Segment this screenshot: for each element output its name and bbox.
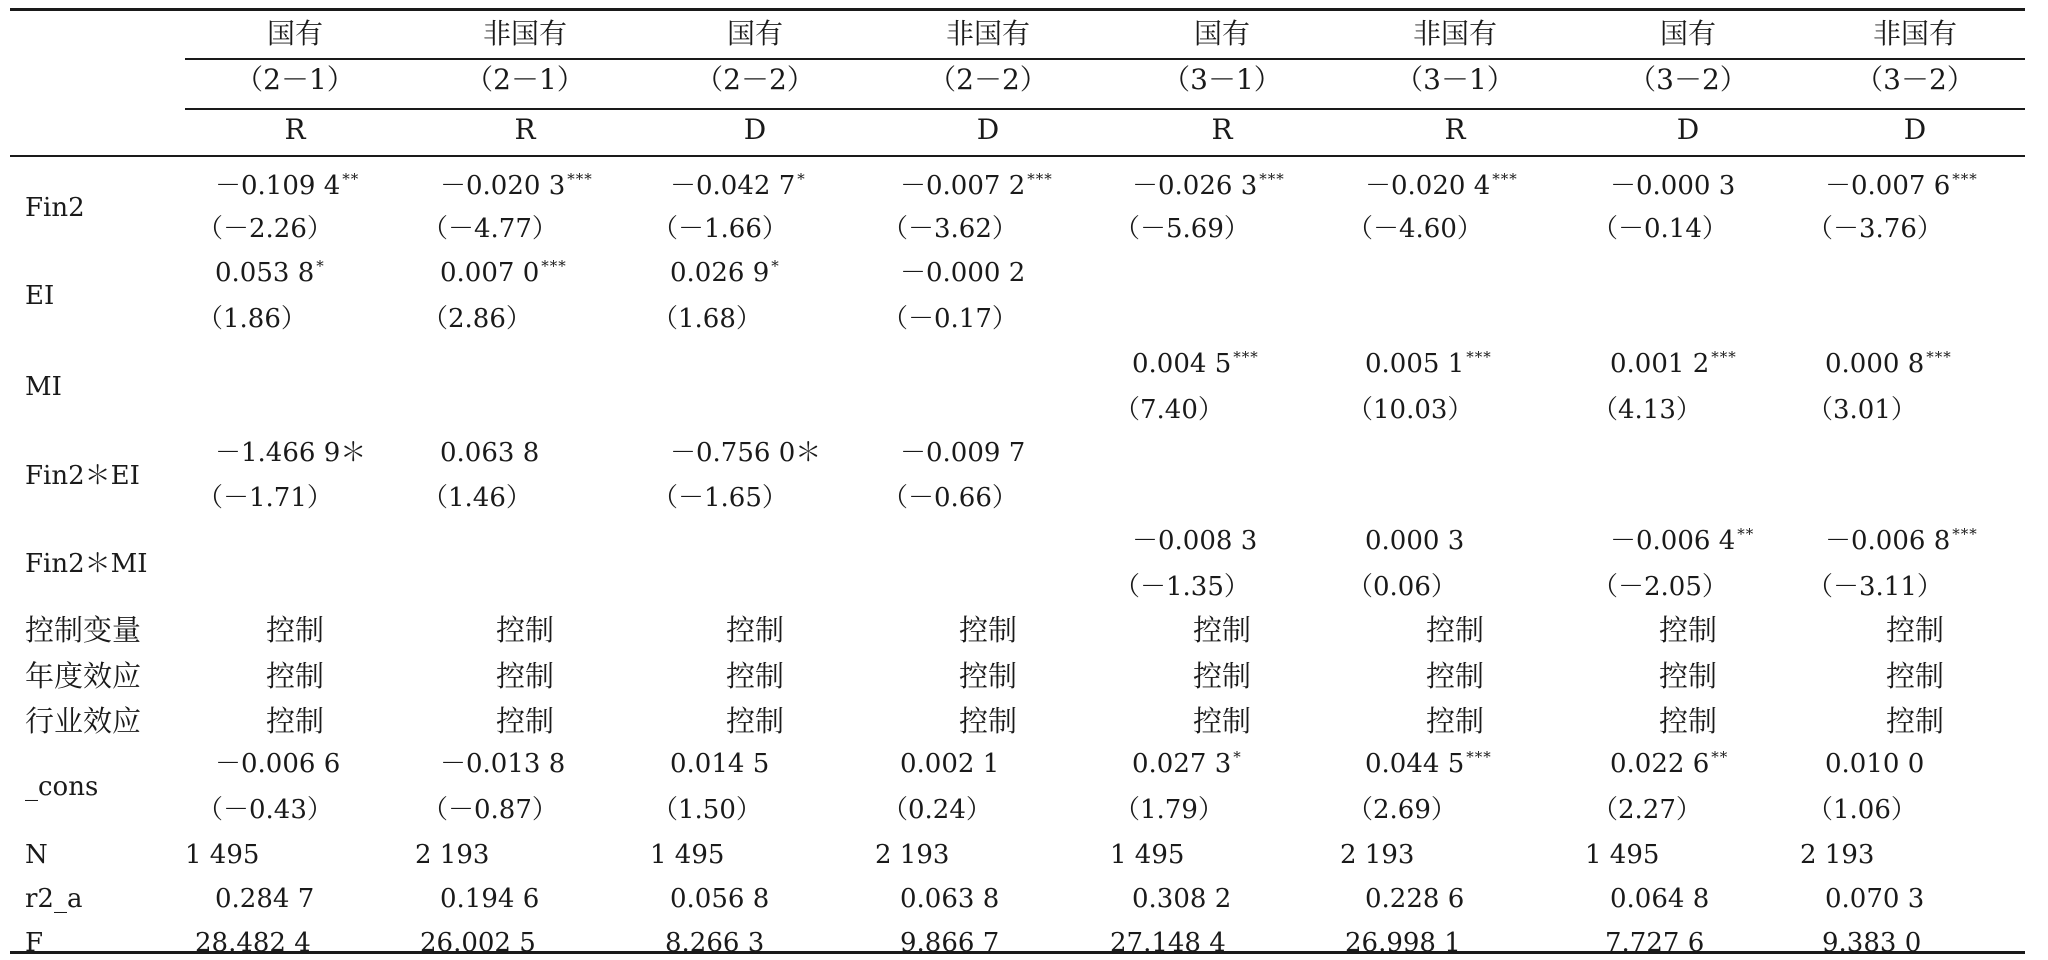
significance-stars: * — [797, 170, 806, 188]
n-value: 2 193 — [415, 840, 490, 870]
header-ownership-7: 国有 — [1659, 17, 1716, 50]
header-model-7: （3－2） — [1628, 63, 1748, 96]
coef-cell: 0.010 0 — [1825, 749, 1925, 779]
header-model-2: （2－1） — [465, 63, 585, 96]
header-dependent-3: D — [743, 113, 767, 146]
row-label: r2_a — [25, 884, 83, 914]
significance-stars: ** — [1711, 748, 1729, 766]
row-label: EI — [25, 281, 55, 311]
control-value: 控制 — [1425, 613, 1484, 647]
control-value: 控制 — [725, 659, 784, 693]
r2a-value: 0.064 8 — [1610, 884, 1710, 914]
header-rule-2 — [185, 108, 2025, 110]
t-stat-cell: （2.69） — [1347, 795, 1457, 825]
header-model-1: （2－1） — [235, 63, 355, 96]
significance-stars: *** — [1259, 170, 1285, 188]
header-dependent-6: R — [1444, 113, 1466, 146]
coef-cell: －0.756 0＊ — [670, 438, 822, 468]
header-ownership-2: 非国有 — [482, 17, 567, 50]
header-dependent-8: D — [1903, 113, 1927, 146]
significance-stars: *** — [1233, 348, 1259, 366]
control-value: 控制 — [495, 704, 554, 738]
t-stat-cell: （1.50） — [652, 795, 762, 825]
n-value: 2 193 — [875, 840, 950, 870]
t-stat-cell: （4.13） — [1592, 395, 1702, 425]
header-model-3: （2－2） — [695, 63, 815, 96]
row-label: Fin2 — [25, 192, 85, 223]
coef-cell: －1.466 9＊ — [215, 438, 367, 468]
coef-cell: －0.026 3 *** — [1132, 170, 1285, 201]
n-value: 2 193 — [1340, 840, 1415, 870]
header-ownership-3: 国有 — [726, 17, 783, 50]
control-label: 行业效应 — [25, 704, 142, 738]
control-value: 控制 — [1885, 659, 1944, 693]
t-stat-cell: （－0.14） — [1592, 214, 1728, 244]
coef-cell: －0.000 2 — [900, 258, 1026, 288]
f-value: 26.002 5 — [420, 928, 536, 958]
coef-cell: －0.000 3 — [1610, 171, 1736, 201]
control-value: 控制 — [1192, 613, 1251, 647]
coef-cell: 0.022 6 ** — [1610, 748, 1729, 779]
t-stat-cell: （－0.66） — [882, 483, 1018, 513]
t-stat-cell: （－4.60） — [1347, 214, 1483, 244]
significance-stars: ** — [1737, 525, 1755, 543]
r2a-value: 0.308 2 — [1132, 884, 1232, 914]
t-stat-cell: （0.06） — [1347, 572, 1457, 602]
t-stat-cell: （－1.65） — [652, 483, 788, 513]
t-stat-cell: （3.01） — [1807, 395, 1917, 425]
coef-cell: －0.020 3 *** — [440, 170, 593, 201]
header-dependent-4: D — [976, 113, 1000, 146]
significance-stars: *** — [1466, 348, 1492, 366]
control-label: 控制变量 — [25, 613, 142, 647]
n-value: 1 495 — [185, 840, 260, 870]
significance-stars: *** — [1492, 170, 1518, 188]
t-stat-cell: （－0.17） — [882, 304, 1018, 334]
control-value: 控制 — [1192, 659, 1251, 693]
coef-cell: －0.006 8 *** — [1825, 525, 1978, 556]
top-rule — [10, 8, 2025, 11]
header-model-8: （3－2） — [1855, 63, 1975, 96]
t-stat-cell: （－2.05） — [1592, 572, 1728, 602]
coef-cell: 0.000 3 — [1365, 526, 1465, 556]
header-ownership-8: 非国有 — [1872, 17, 1957, 50]
r2a-value: 0.063 8 — [900, 884, 1000, 914]
header-dependent-5: R — [1211, 113, 1233, 146]
control-value: 控制 — [1658, 613, 1717, 647]
coef-cell: －0.109 4 ** — [215, 170, 360, 201]
control-value: 控制 — [1192, 704, 1251, 738]
r2a-value: 0.194 6 — [440, 884, 540, 914]
significance-stars: *** — [1027, 170, 1053, 188]
row-label: MI — [25, 372, 62, 402]
header-model-6: （3－1） — [1395, 63, 1515, 96]
t-stat-cell: （－5.69） — [1114, 214, 1250, 244]
f-value: 27.148 4 — [1110, 928, 1226, 958]
t-stat-cell: （－0.43） — [197, 795, 333, 825]
control-value: 控制 — [1885, 704, 1944, 738]
control-value: 控制 — [1885, 613, 1944, 647]
t-stat-cell: （10.03） — [1347, 395, 1474, 425]
t-stat-cell: （2.86） — [422, 304, 532, 334]
control-value: 控制 — [495, 613, 554, 647]
coef-cell: 0.007 0 *** — [440, 257, 567, 288]
header-rule-1 — [185, 58, 2025, 60]
r2a-value: 0.070 3 — [1825, 884, 1925, 914]
significance-stars: *** — [1711, 348, 1737, 366]
coef-cell: －0.042 7 * — [670, 170, 806, 201]
t-stat-cell: （－2.26） — [197, 214, 333, 244]
t-stat-cell: （7.40） — [1114, 395, 1224, 425]
coef-cell: －0.007 6 *** — [1825, 170, 1978, 201]
header-dependent-7: D — [1676, 113, 1700, 146]
t-stat-cell: （－1.35） — [1114, 572, 1250, 602]
significance-stars: * — [1233, 748, 1242, 766]
n-value: 1 495 — [1585, 840, 1660, 870]
header-dependent-2: R — [514, 113, 536, 146]
header-model-4: （2－2） — [928, 63, 1048, 96]
header-bottom-rule — [10, 155, 2025, 157]
control-value: 控制 — [1658, 659, 1717, 693]
control-label: 年度效应 — [25, 659, 142, 693]
control-value: 控制 — [1658, 704, 1717, 738]
n-value: 2 193 — [1800, 840, 1875, 870]
coef-cell: 0.044 5 *** — [1365, 748, 1492, 779]
n-value: 1 495 — [1110, 840, 1185, 870]
coef-cell: 0.063 8 — [440, 438, 540, 468]
t-stat-cell: （1.46） — [422, 483, 532, 513]
coef-cell: 0.026 9 * — [670, 257, 780, 288]
coef-cell: 0.053 8 * — [215, 257, 325, 288]
r2a-value: 0.284 7 — [215, 884, 315, 914]
t-stat-cell: （1.79） — [1114, 795, 1224, 825]
f-value: 9.866 7 — [900, 928, 1000, 958]
control-value: 控制 — [1425, 659, 1484, 693]
t-stat-cell: （1.06） — [1807, 795, 1917, 825]
significance-stars: *** — [1466, 748, 1492, 766]
control-value: 控制 — [958, 613, 1017, 647]
n-value: 1 495 — [650, 840, 725, 870]
control-value: 控制 — [265, 613, 324, 647]
row-label: Fin2＊MI — [25, 549, 148, 579]
header-dependent-1: R — [284, 113, 306, 146]
header-model-5: （3－1） — [1162, 63, 1282, 96]
bottom-rule — [10, 951, 2025, 954]
significance-stars: * — [771, 257, 780, 275]
regression-table — [10, 8, 2025, 958]
t-stat-cell: （－3.76） — [1807, 214, 1943, 244]
coef-cell: －0.007 2 *** — [900, 170, 1053, 201]
t-stat-cell: （－0.87） — [422, 795, 558, 825]
header-ownership-4: 非国有 — [945, 17, 1030, 50]
f-value: 7.727 6 — [1605, 928, 1705, 958]
coef-cell: －0.006 4 ** — [1610, 525, 1755, 556]
control-value: 控制 — [958, 659, 1017, 693]
control-value: 控制 — [1425, 704, 1484, 738]
t-stat-cell: （－3.62） — [882, 214, 1018, 244]
t-stat-cell: （0.24） — [882, 795, 992, 825]
coef-cell: 0.027 3 * — [1132, 748, 1242, 779]
coef-cell: －0.009 7 — [900, 438, 1026, 468]
r2a-value: 0.056 8 — [670, 884, 770, 914]
significance-stars: *** — [541, 257, 567, 275]
r2a-value: 0.228 6 — [1365, 884, 1465, 914]
t-stat-cell: （－4.77） — [422, 214, 558, 244]
coef-cell: －0.006 6 — [215, 749, 341, 779]
coef-cell: 0.001 2 *** — [1610, 348, 1737, 379]
significance-stars: * — [316, 257, 325, 275]
t-stat-cell: （1.68） — [652, 304, 762, 334]
coef-cell: 0.000 8 *** — [1825, 348, 1952, 379]
header-ownership-1: 国有 — [266, 17, 323, 50]
coef-cell: －0.013 8 — [440, 749, 566, 779]
coef-cell: －0.020 4 *** — [1365, 170, 1518, 201]
f-value: 8.266 3 — [665, 928, 765, 958]
row-label: _cons — [25, 772, 99, 802]
control-value: 控制 — [725, 704, 784, 738]
coef-cell: 0.005 1 *** — [1365, 348, 1492, 379]
row-label: F — [25, 928, 44, 958]
header-ownership-5: 国有 — [1193, 17, 1250, 50]
t-stat-cell: （1.86） — [197, 304, 307, 334]
coef-cell: 0.002 1 — [900, 749, 1000, 779]
t-stat-cell: （－1.71） — [197, 483, 333, 513]
t-stat-cell: （－1.66） — [652, 214, 788, 244]
control-value: 控制 — [265, 659, 324, 693]
significance-stars: *** — [1926, 348, 1952, 366]
t-stat-cell: （－3.11） — [1807, 572, 1943, 602]
header-ownership-6: 非国有 — [1412, 17, 1497, 50]
significance-stars: *** — [1952, 525, 1978, 543]
control-value: 控制 — [265, 704, 324, 738]
coef-cell: －0.008 3 — [1132, 526, 1258, 556]
coef-cell: 0.004 5 *** — [1132, 348, 1259, 379]
row-label: Fin2＊EI — [25, 460, 140, 491]
t-stat-cell: （2.27） — [1592, 795, 1702, 825]
control-value: 控制 — [958, 704, 1017, 738]
control-value: 控制 — [725, 613, 784, 647]
f-value: 9.383 0 — [1822, 928, 1922, 958]
significance-stars: *** — [567, 170, 593, 188]
row-label: N — [25, 840, 48, 870]
f-value: 26.998 1 — [1345, 928, 1461, 958]
control-value: 控制 — [495, 659, 554, 693]
coef-cell: 0.014 5 — [670, 749, 770, 779]
f-value: 28.482 4 — [195, 928, 311, 958]
significance-stars: *** — [1952, 170, 1978, 188]
significance-stars: ** — [342, 170, 360, 188]
